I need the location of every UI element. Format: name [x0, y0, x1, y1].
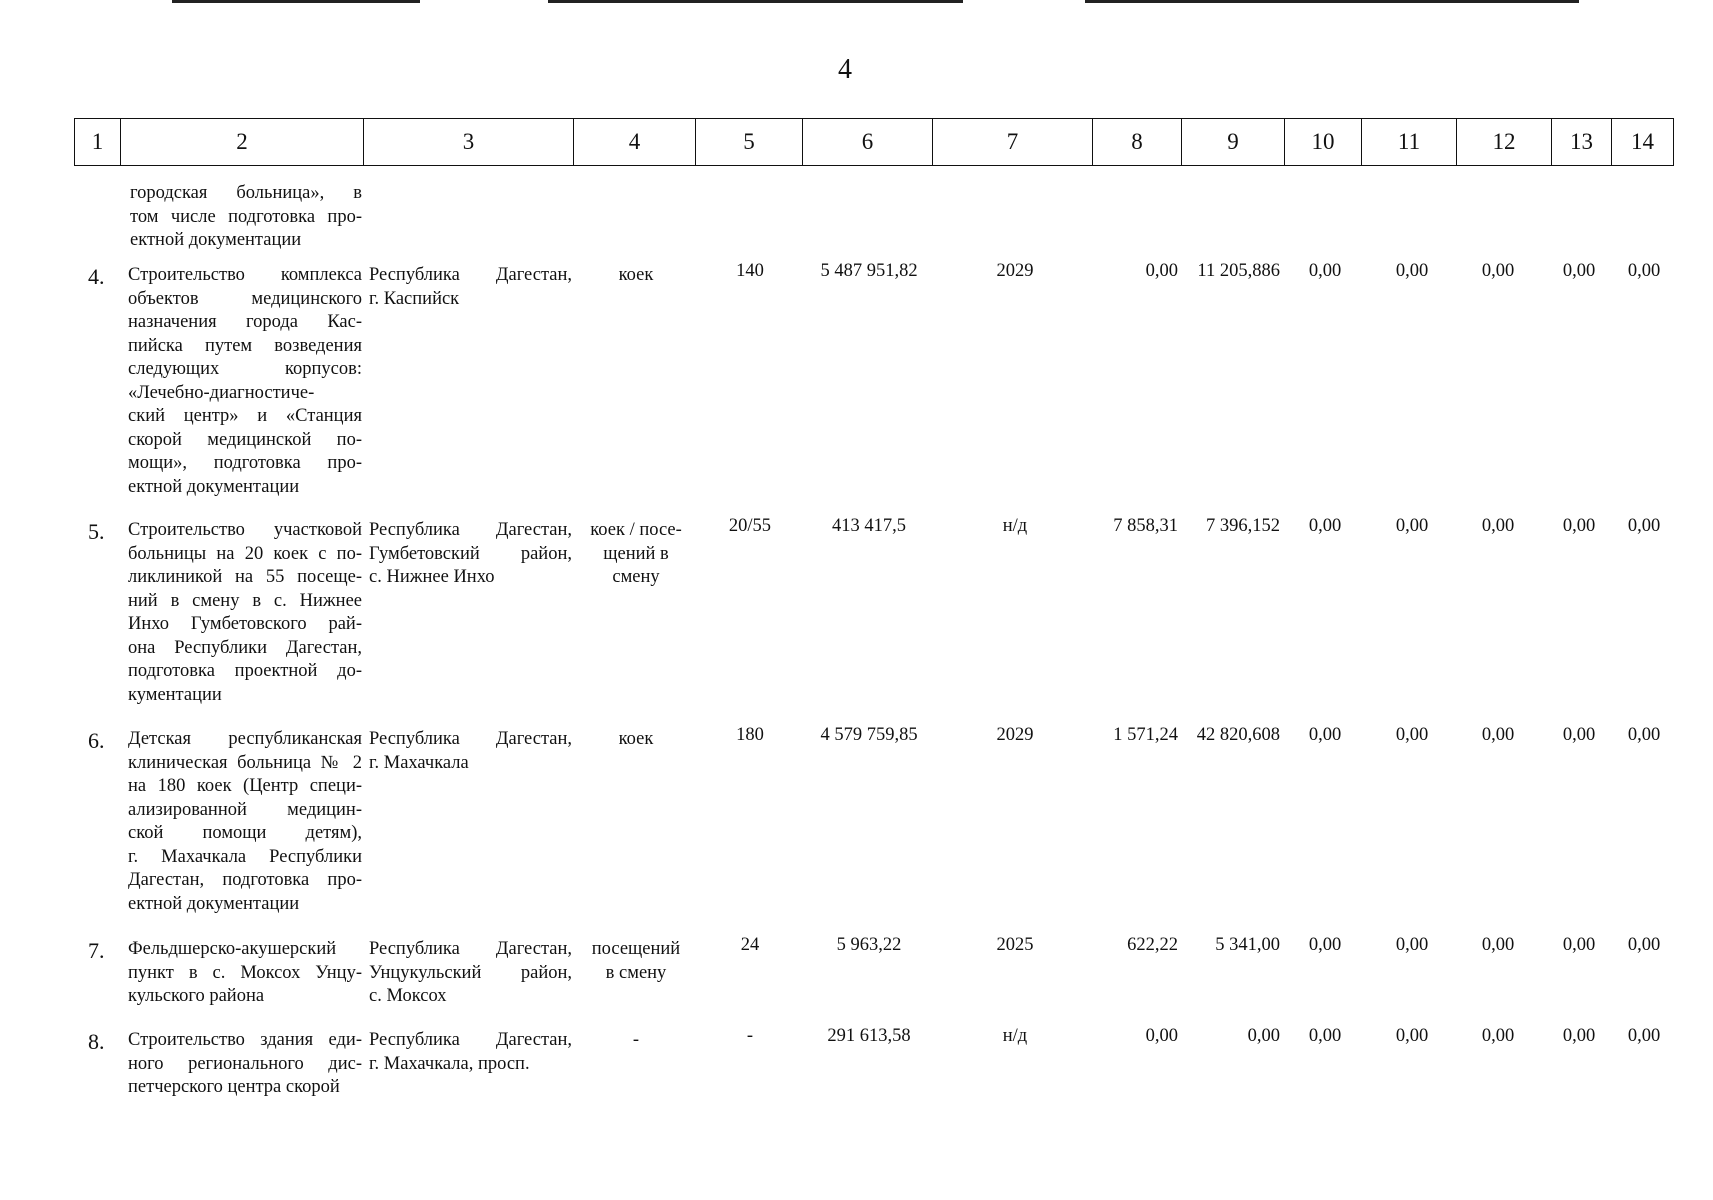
continuation-line: ектной документации	[130, 230, 302, 250]
object-name	[128, 519, 362, 707]
value-col-11: 0,00	[1395, 261, 1429, 281]
value-col-14: 0,00	[1627, 516, 1661, 536]
object-location-line: Унцукульский район,	[369, 962, 572, 983]
capacity-unit-line: коек	[618, 729, 654, 749]
object-location-line: Республика Дагестан,	[369, 520, 572, 540]
estimated-cost: 291 613,58	[827, 1026, 911, 1046]
value-col-13: 0,00	[1562, 516, 1596, 536]
row-number: 6.	[88, 728, 105, 753]
header-col-4: 4	[574, 119, 696, 166]
value-col-11: 0,00	[1395, 935, 1429, 955]
object-name-line: больницы на 20 коек с по-	[128, 543, 362, 564]
value-col-14: 0,00	[1627, 1026, 1661, 1046]
object-location-line: г. Каспийск	[369, 288, 460, 309]
continuation-line: том числе подготовка про-	[130, 206, 362, 227]
value-col-8: 7 858,31	[1113, 516, 1178, 536]
object-name-line: Инхо Гумбетовского рай-	[128, 614, 362, 634]
object-name	[128, 264, 362, 499]
object-location	[369, 1029, 572, 1076]
capacity-unit-line: коек	[618, 265, 654, 285]
object-name-line: Дагестан, подготовка про-	[128, 870, 362, 890]
capacity-unit-line: коек / посе-	[590, 520, 682, 540]
object-name	[128, 728, 362, 916]
value-col-13: 0,00	[1562, 725, 1596, 745]
object-name-line: петчерского центра скорой	[128, 1077, 340, 1097]
value-col-14: 0,00	[1627, 261, 1661, 281]
completion-year: 2029	[996, 261, 1034, 281]
value-col-12: 0,00	[1481, 725, 1515, 745]
capacity-value: 140	[736, 261, 764, 281]
object-location	[369, 938, 572, 1009]
object-name-line: пункт в с. Моксох Унцу-	[128, 962, 362, 983]
object-name-line: следующих корпусов:	[128, 359, 362, 379]
continuation-text	[130, 182, 362, 253]
header-col-3: 3	[364, 119, 574, 166]
object-name-line: подготовка проектной до-	[128, 661, 362, 681]
header-col-5: 5	[696, 119, 803, 166]
object-name-line: ализированной медицин-	[128, 799, 362, 820]
value-col-9: 5 341,00	[1215, 935, 1280, 955]
object-location-line: с. Нижнее Инхо	[369, 567, 495, 587]
object-name-line: Фельдшерско-акушерский	[128, 939, 337, 959]
value-col-12: 0,00	[1481, 1026, 1515, 1046]
object-name-line: на 180 коек (Центр специ-	[128, 776, 362, 796]
value-col-10: 0,00	[1308, 935, 1342, 955]
capacity-unit-line: посещений	[591, 939, 681, 959]
object-name-line: ного регионального дис-	[128, 1053, 362, 1074]
row-number: 8.	[88, 1029, 105, 1054]
object-name-line: назначения города Кас-	[128, 312, 362, 332]
header-col-13: 13	[1552, 119, 1612, 166]
object-name-line: ектной документации	[128, 893, 300, 914]
object-location-line: Республика Дагестан,	[369, 265, 572, 285]
header-col-8: 8	[1093, 119, 1182, 166]
object-location	[369, 264, 572, 311]
estimated-cost: 5 487 951,82	[820, 261, 918, 281]
object-location-line: Гумбетовский район,	[369, 543, 572, 564]
object-location-line: Республика Дагестан,	[369, 939, 572, 959]
value-col-14: 0,00	[1627, 725, 1661, 745]
completion-year: н/д	[1002, 1026, 1028, 1046]
object-name-line: мощи», подготовка про-	[128, 453, 362, 473]
object-location-line: Республика Дагестан,	[369, 729, 572, 749]
row-number: 5.	[88, 519, 105, 544]
value-col-9: 7 396,152	[1206, 516, 1280, 536]
header-col-2: 2	[121, 119, 364, 166]
object-location-line: Республика Дагестан,	[369, 1030, 572, 1050]
value-col-10: 0,00	[1308, 261, 1342, 281]
capacity-value: 20/55	[728, 516, 772, 536]
completion-year: 2029	[996, 725, 1034, 745]
object-name-line: Строительство участковой	[128, 520, 362, 540]
value-col-13: 0,00	[1562, 261, 1596, 281]
object-location-line: г. Махачкала, просп.	[369, 1053, 530, 1074]
object-name-line: ский центр» и «Станция	[128, 406, 362, 426]
capacity-value: 180	[736, 725, 764, 745]
estimated-cost: 4 579 759,85	[820, 725, 918, 745]
value-col-11: 0,00	[1395, 725, 1429, 745]
object-location	[369, 519, 572, 590]
value-col-10: 0,00	[1308, 1026, 1342, 1046]
object-name-line: ской помощи детям),	[128, 823, 362, 843]
value-col-12: 0,00	[1481, 516, 1515, 536]
value-col-9: 42 820,608	[1196, 725, 1280, 745]
object-name-line: ектной документации	[128, 476, 300, 497]
value-col-10: 0,00	[1308, 516, 1342, 536]
value-col-11: 0,00	[1395, 1026, 1429, 1046]
capacity-unit-line: смену	[612, 567, 660, 587]
value-col-8: 0,00	[1145, 261, 1178, 281]
object-name-line: кументации	[128, 684, 222, 705]
completion-year: н/д	[1002, 516, 1028, 536]
object-location-line: с. Моксох	[369, 986, 447, 1006]
capacity-unit	[580, 1029, 692, 1053]
object-name-line: клиническая больница № 2	[128, 752, 362, 773]
header-col-6: 6	[803, 119, 933, 166]
completion-year: 2025	[996, 935, 1034, 955]
object-name-line: пийска путем возведения	[128, 335, 362, 356]
value-col-10: 0,00	[1308, 725, 1342, 745]
capacity-unit	[580, 264, 692, 288]
header-col-10: 10	[1285, 119, 1362, 166]
header-col-1: 1	[75, 119, 121, 166]
object-name-line: Строительство комплекса	[128, 265, 362, 285]
header-col-9: 9	[1182, 119, 1285, 166]
object-name	[128, 938, 362, 1009]
value-col-9: 11 205,886	[1197, 261, 1280, 281]
object-location-line: г. Махачкала	[369, 752, 469, 773]
value-col-8: 1 571,24	[1113, 725, 1178, 745]
header-col-7: 7	[933, 119, 1093, 166]
capacity-value: -	[746, 1026, 754, 1046]
estimated-cost: 5 963,22	[836, 935, 902, 955]
header-col-14: 14	[1612, 119, 1674, 166]
object-name-line: г. Махачкала Республики	[128, 846, 362, 867]
object-location	[369, 728, 572, 775]
object-name-line: объектов медицинского	[128, 288, 362, 309]
capacity-unit	[580, 728, 692, 752]
estimated-cost: 413 417,5	[832, 516, 906, 536]
object-name-line: кульского района	[128, 986, 265, 1006]
continuation-line: городская больница», в	[130, 183, 362, 203]
page-number: 4	[838, 54, 852, 85]
row-number: 4.	[88, 264, 105, 289]
object-name-line: ликлиникой на 55 посеще-	[128, 567, 362, 587]
value-col-8: 622,22	[1127, 935, 1178, 955]
value-col-12: 0,00	[1481, 935, 1515, 955]
object-name-line: «Лечебно-диагностиче-	[128, 382, 315, 403]
value-col-12: 0,00	[1481, 261, 1515, 281]
capacity-unit-line: щений в	[603, 543, 669, 564]
capacity-unit-line: в смену	[605, 962, 667, 983]
capacity-value: 24	[740, 935, 760, 955]
value-col-13: 0,00	[1562, 935, 1596, 955]
value-col-9: 0,00	[1247, 1026, 1280, 1046]
capacity-unit	[580, 938, 692, 985]
object-name-line: Детская республиканская	[128, 729, 362, 749]
object-name-line: Строительство здания еди-	[128, 1030, 362, 1050]
object-name	[128, 1029, 362, 1100]
object-name-line: скорой медицинской по-	[128, 429, 362, 450]
object-name-line: она Республики Дагестан,	[128, 637, 362, 658]
value-col-14: 0,00	[1627, 935, 1661, 955]
object-name-line: ний в смену в с. Нижнее	[128, 590, 362, 611]
capacity-unit	[580, 519, 692, 590]
row-number: 7.	[88, 938, 105, 963]
capacity-unit-line: -	[632, 1030, 640, 1050]
header-col-11: 11	[1362, 119, 1457, 166]
value-col-11: 0,00	[1395, 516, 1429, 536]
value-col-13: 0,00	[1562, 1026, 1596, 1046]
header-col-12: 12	[1457, 119, 1552, 166]
value-col-8: 0,00	[1145, 1026, 1178, 1046]
